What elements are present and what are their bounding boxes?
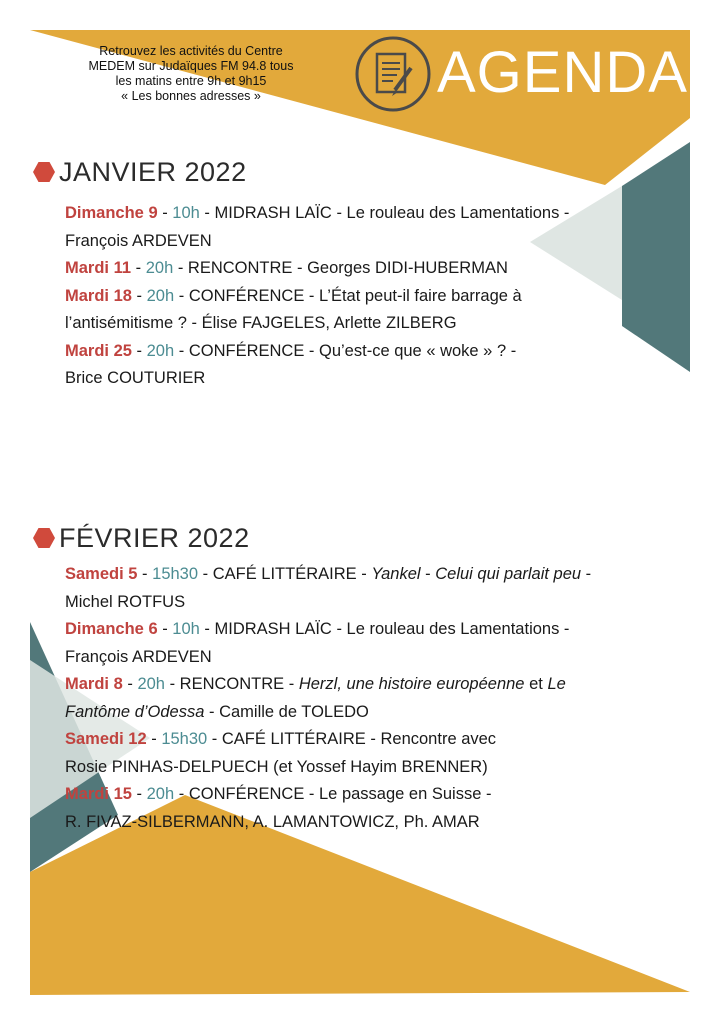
event-type: CONFÉRENCE <box>188 341 305 360</box>
month-title: FÉVRIER 2022 <box>59 523 250 553</box>
event-desc: - Rencontre avec <box>365 730 497 748</box>
event-desc: - Le rouleau des Lamentations - <box>331 620 570 638</box>
event-work-title-2-cont: Fantôme d’Odessa <box>65 702 205 721</box>
event-time: 20h <box>146 341 175 360</box>
event-time: 10h <box>172 204 200 222</box>
page-title: AGENDA <box>437 40 688 105</box>
event-desc: - Qu’est-ce que « woke » ? - <box>304 341 517 360</box>
event-time: 20h <box>146 785 175 803</box>
event-desc: - Le passage en Suisse - <box>304 785 492 803</box>
event-desc: - L’État peut-il faire barrage à <box>304 286 522 305</box>
event-desc-line2: François ARDEVEN <box>65 647 212 666</box>
event-desc: - Camille de TOLEDO <box>204 702 369 721</box>
event-day: Mardi 15 <box>65 785 132 803</box>
event-type: MIDRASH LAÏC <box>214 620 332 638</box>
event-day: Dimanche 6 <box>65 620 158 638</box>
document-pen-icon <box>353 34 433 114</box>
radio-note <box>62 44 320 104</box>
event-day: Samedi 12 <box>65 730 147 748</box>
event-day: Dimanche 9 <box>65 204 158 222</box>
event-day: Mardi 8 <box>65 675 123 693</box>
events-january <box>65 200 665 393</box>
event-item: Samedi 12 - 15h30 - CAFÉ LITTÉRAIRE - Rencontre avec Rosie PINHAS-DELPUECH (et Yossef Hayim BRENNER) <box>65 730 497 776</box>
event-desc-line2: Michel ROTFUS <box>65 592 186 611</box>
radio-note-line: « Les bonnes adresses » <box>121 89 261 103</box>
event-work-subtitle: Celui qui parlait peu <box>435 565 582 583</box>
month-heading-january <box>33 156 247 188</box>
event-type: MIDRASH LAÏC <box>214 204 332 222</box>
event-desc: - Le rouleau des Lamentations - <box>331 204 570 222</box>
event-item: Mardi 18 - 20h - CONFÉRENCE - L’État peut-il faire barrage à l’antisémitisme ? - Élise FAJGELES, Arlette ZILBERG <box>65 286 522 332</box>
event-time: 20h <box>137 675 165 693</box>
event-time: 20h <box>146 286 175 305</box>
events-february <box>65 561 665 836</box>
event-type: CONFÉRENCE <box>188 785 305 803</box>
event-work-title-2: Le <box>547 675 566 693</box>
event-type: CAFÉ LITTÉRAIRE <box>221 730 366 748</box>
event-day: Mardi 11 <box>65 259 132 277</box>
event-item: Mardi 11 - 20h - RENCONTRE - Georges DIDI-HUBERMAN <box>65 259 508 277</box>
event-work-title: Herzl, une histoire européenne <box>298 675 525 693</box>
event-time: 10h <box>172 620 200 638</box>
month-heading-february <box>33 522 250 554</box>
event-type: RENCONTRE <box>187 259 293 277</box>
event-desc-line2: l’antisémitisme ? - Élise FAJGELES, Arlette ZILBERG <box>65 314 457 332</box>
event-desc-line2: François ARDEVEN <box>65 231 212 250</box>
event-time: 20h <box>145 259 174 277</box>
event-item: Mardi 15 - 20h - CONFÉRENCE - Le passage en Suisse - R. FIVAZ-SILBERMANN, A. LAMANTOWICZ, Ph. AMAR <box>65 785 492 831</box>
event-item: Dimanche 9 - 10h - MIDRASH LAÏC - Le rouleau des Lamentations - François ARDEVEN <box>65 204 570 250</box>
event-item: Mardi 8 - 20h - RENCONTRE - Herzl, une histoire européenne et Le Fantôme d’Odessa - Camille de TOLEDO <box>65 675 566 721</box>
event-time: 15h30 <box>161 730 208 748</box>
event-item: Samedi 5 - 15h30 - CAFÉ LITTÉRAIRE - Yankel - Celui qui parlait peu - Michel ROTFUS <box>65 565 592 611</box>
radio-note-line: les matins entre 9h et 9h15 <box>115 74 267 88</box>
event-type: CAFÉ LITTÉRAIRE <box>212 565 357 583</box>
event-desc-line2: Rosie PINHAS-DELPUECH (et Yossef Hayim BRENNER) <box>65 757 488 776</box>
month-title: JANVIER 2022 <box>59 157 247 187</box>
event-type: RENCONTRE <box>179 675 285 693</box>
hexagon-marker-icon <box>33 162 55 182</box>
event-work-title: Yankel <box>371 565 421 583</box>
hexagon-marker-icon <box>33 528 55 548</box>
event-day: Mardi 25 <box>65 341 132 360</box>
event-time: 15h30 <box>152 565 199 583</box>
event-desc-line2: Brice COUTURIER <box>65 369 206 387</box>
event-type: CONFÉRENCE <box>188 286 305 305</box>
event-day: Samedi 5 <box>65 565 138 583</box>
event-desc: - Georges DIDI-HUBERMAN <box>292 259 508 277</box>
radio-note-line: Retrouvez les activités du Centre <box>99 44 283 58</box>
event-item: Dimanche 6 - 10h - MIDRASH LAÏC - Le rouleau des Lamentations - François ARDEVEN <box>65 620 570 666</box>
event-desc-line2: R. FIVAZ-SILBERMANN, A. LAMANTOWICZ, Ph. AMAR <box>65 812 480 831</box>
event-item: Mardi 25 - 20h - CONFÉRENCE - Qu’est-ce que « woke » ? - Brice COUTURIER <box>65 341 517 387</box>
event-day: Mardi 18 <box>65 286 132 305</box>
radio-note-line: MEDEM sur Judaïques FM 94.8 tous <box>88 59 294 73</box>
